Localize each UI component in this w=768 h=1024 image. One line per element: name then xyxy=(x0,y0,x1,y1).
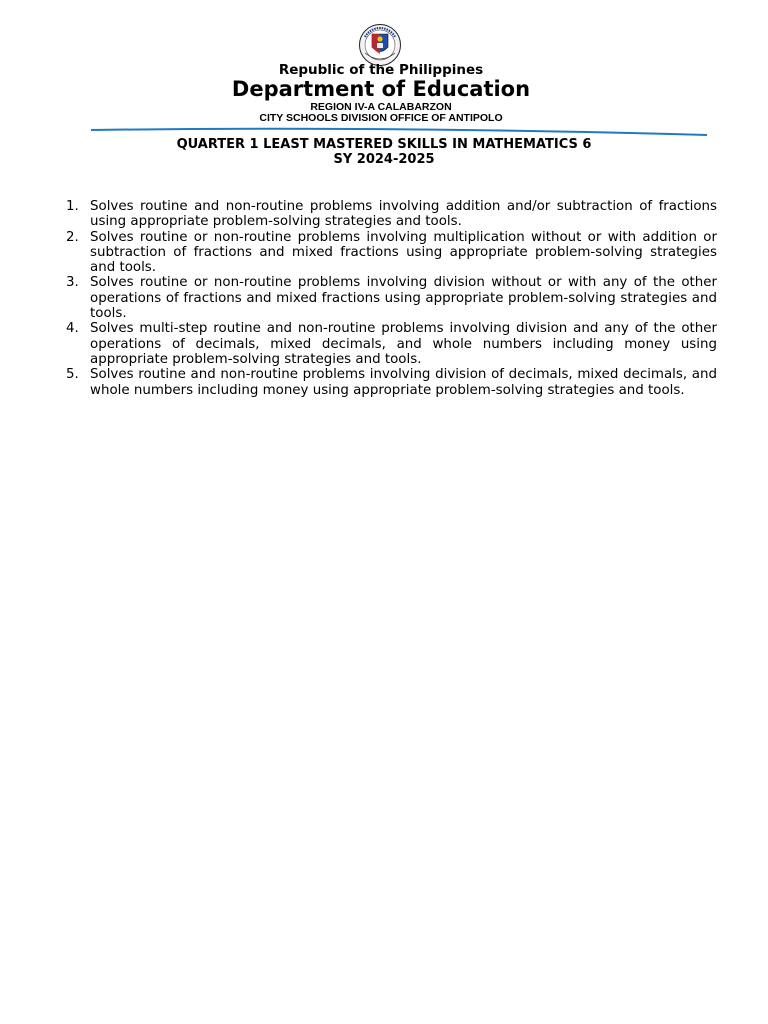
skill-item xyxy=(66,199,717,230)
region-label: REGION IV-A CALABARZON xyxy=(310,101,452,113)
skill-number: 1. xyxy=(66,199,79,214)
skills-list xyxy=(66,199,717,398)
skill-number: 2. xyxy=(66,229,79,245)
skill-text: Solves routine or non-routine problems involving division without or with any of the other operations of fractions and mixed fractions using appropriate problem-solving strategies and tools. xyxy=(90,275,717,322)
skill-item xyxy=(66,275,717,321)
deped-seal-icon xyxy=(351,23,409,67)
skill-item xyxy=(66,230,717,276)
skill-number: 3. xyxy=(66,275,79,291)
skill-text: Solves routine and non-routine problems involving division of decimals, mixed decimals, and whole numbers including money using appropriate problem-solving strategies and tools. xyxy=(90,367,717,398)
department-heading: Department of Education xyxy=(231,77,531,101)
skill-item xyxy=(66,321,717,367)
republic-heading: Republic of the Philippines xyxy=(278,62,484,78)
skill-item xyxy=(66,367,717,398)
header-divider xyxy=(91,127,707,137)
skill-text: Solves multi-step routine and non-routine problems involving division and any of the other operations of decimals, mixed decimals, and whole numbers including money using appropriate problem-solving strategies and tools. xyxy=(90,321,717,367)
skill-number: 4. xyxy=(66,321,79,337)
skill-text: Solves routine or non-routine problems involving multiplication without or with addition or subtraction of fractions and mixed fractions using appropriate problem-solving strategies and tools. xyxy=(90,229,717,276)
division-label: CITY SCHOOLS DIVISION OFFICE OF ANTIPOLO xyxy=(259,112,503,124)
skill-number: 5. xyxy=(66,367,79,383)
skill-text: Solves routine and non-routine problems involving addition and/or subtraction of fractions using appropriate problem-solving strategies and tools. xyxy=(90,199,717,230)
document-title: QUARTER 1 LEAST MASTERED SKILLS IN MATHEMATICS 6 xyxy=(176,137,592,152)
school-year: SY 2024-2025 xyxy=(333,152,435,167)
